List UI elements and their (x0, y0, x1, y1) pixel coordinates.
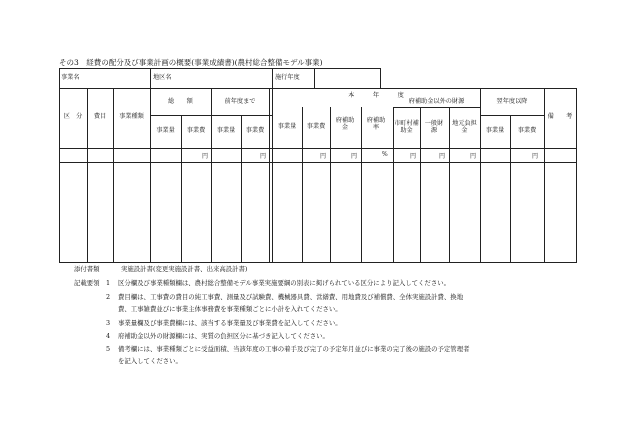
rules-label: 記載要領 (74, 279, 100, 287)
note-number: 5 (106, 345, 111, 353)
subheader-jigyoryo: 事業量 (485, 127, 505, 134)
rule (59, 262, 576, 263)
rule (269, 88, 270, 263)
unit-percent: % (382, 151, 388, 158)
unit-yen: 円 (351, 153, 358, 160)
header-sogaku: 総 額 (168, 98, 193, 105)
subheader-ippan-zaigen: 一般財源 (424, 120, 444, 135)
note-line: 区分欄及び事業種類欄は、農村総合整備モデル事業実施要綱の別表に掲げられている区分により記入してください。 (118, 279, 450, 287)
rule (480, 88, 481, 263)
unit-yen: 円 (260, 153, 267, 160)
rule (211, 88, 212, 263)
note-line: 事業量欄及び事業費欄には、該当する事業量及び事業費を記入してください。 (118, 319, 342, 327)
unit-yen: 円 (410, 153, 417, 160)
rule (241, 115, 242, 263)
rule (330, 107, 331, 263)
note-line: を記入してください。 (118, 357, 182, 365)
subheader-jigyoryo: 事業量 (277, 123, 297, 130)
rule (449, 107, 450, 263)
rule (480, 115, 544, 116)
subheader-zaigen-group: 府補助金以外の財源 (408, 98, 465, 105)
header-yokunendo: 翌年度以降 (496, 98, 528, 105)
form-title: その3 経費の配分及び事業計画の概要(事業成績書)(農村総合整備モデル事業) (59, 58, 323, 67)
rule (59, 68, 60, 263)
header-biko: 備 考 (547, 113, 573, 120)
rule (302, 107, 303, 263)
rule (510, 115, 511, 263)
note-line: 府補助金以外の財源欄には、実質の負担区分に基づき記入してください。 (118, 332, 329, 340)
rule (150, 88, 151, 263)
note-number: 2 (106, 293, 111, 301)
subheader-jigyohi: 事業費 (245, 127, 265, 134)
subheader-jigyohi: 事業費 (306, 123, 326, 130)
note-number: 1 (106, 279, 111, 287)
rule (314, 68, 315, 88)
header-zennendo: 前年度まで (224, 98, 256, 105)
subheader-jigyohi: 事業費 (186, 127, 206, 134)
rule (272, 68, 273, 88)
rule (380, 68, 381, 88)
subheader-jigyoryo: 事業量 (156, 127, 175, 134)
subheader-shichoson: 市町村補助金 (394, 120, 419, 135)
note-number: 4 (106, 332, 111, 340)
note-line: 備考欄には、事業種類ごとに受益面積、当該年度の工事の着手及び完了の予定年月並びに事業の完了後の施設の予定管理者 (118, 345, 470, 353)
label-sekonendo: 施行年度 (275, 74, 300, 81)
subheader-jigyoryo: 事業量 (216, 127, 236, 134)
rule (181, 115, 182, 263)
attach-text: 実施設計書(変更実施設計書、出来高設計書) (121, 265, 248, 273)
rule (150, 68, 151, 88)
unit-yen: 円 (470, 153, 477, 160)
rule (272, 88, 273, 263)
note-line: 費目欄は、工事費の費目の純工事費、測量及び試験費、機械器具費、営繕費、用地費及び補償費、全体実施設計費、換地 (118, 293, 464, 301)
label-jigyomei: 事業名 (61, 74, 80, 81)
unit-yen: 円 (320, 153, 327, 160)
header-jigyo-shubetsu: 事業種類 (119, 113, 144, 120)
rule (59, 162, 576, 163)
subheader-jigyohi: 事業費 (517, 127, 537, 134)
rule (59, 148, 576, 149)
attach-label: 添付書類 (74, 265, 100, 273)
note-number: 3 (106, 319, 111, 327)
subheader-fu-hojoritsu: 府補助率 (366, 117, 386, 132)
header-himoku: 費目 (93, 113, 107, 120)
subheader-fu-hojokin: 府補助金 (335, 117, 355, 132)
rule (59, 68, 380, 69)
rule (59, 88, 576, 89)
label-chikumei: 地区名 (153, 74, 172, 81)
unit-yen: 円 (202, 153, 209, 160)
unit-yen: 円 (532, 153, 539, 160)
note-line: 費、工事雑費並びに事業主体事務費を事業種類ごとに小計を入れてください。 (118, 305, 342, 313)
rule (420, 107, 421, 263)
subheader-jimoto-futan: 地元負担金 (452, 120, 477, 135)
unit-yen: 円 (439, 153, 446, 160)
header-honnendo: 本 年 度 (348, 92, 404, 99)
rule (361, 107, 362, 263)
rule (576, 88, 577, 263)
header-kubun: 区 分 (63, 113, 83, 120)
rule (393, 107, 480, 108)
